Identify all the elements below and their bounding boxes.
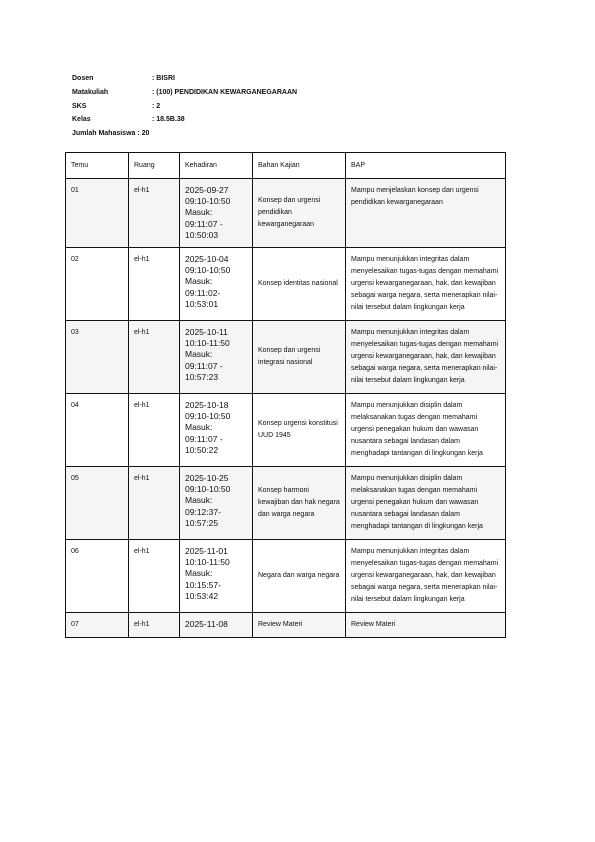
attendance-table xyxy=(65,152,506,638)
kehadiran-line: 2025-10-04 xyxy=(185,254,229,265)
kehadiran-line: 10:10-11:50 xyxy=(185,338,230,349)
cell-bap: Mampu menunjukkan integritas dalam menyelesaikan tugas-tugas dengan memahami urgensi kewarganegaraan, hak, dan kewajiban sebagai warga negara, serta menerapkan nilai-nilai tersebut dalam lingkungan kerja xyxy=(346,540,506,613)
kehadiran-line: Masuk: xyxy=(185,422,213,433)
header-row-jumlah xyxy=(72,127,297,141)
table-row xyxy=(66,321,506,394)
column-header-kehadiran: Kehadiran xyxy=(180,153,253,179)
cell-bap: Mampu menunjukkan disiplin dalam melaksanakan tugas dengan memahami urgensi penegakan hukum dan wawasan nusantara sebagai landasan dalam menghadapi tantangan di lingkungan kerja xyxy=(346,467,506,540)
kehadiran-line: Masuk: xyxy=(185,495,213,506)
cell-ruang: el-h1 xyxy=(129,394,180,467)
kehadiran-line: 09:11:07 - xyxy=(185,360,223,371)
cell-ruang: el-h1 xyxy=(129,321,180,394)
cell-kehadiran xyxy=(180,394,253,467)
header-row-kelas xyxy=(72,113,297,127)
header-value: : BISRI xyxy=(152,75,175,82)
header-label: SKS xyxy=(72,102,87,110)
cell-bahan-kajian: Konsep dan urgensi integrasi nasional xyxy=(253,321,346,394)
column-header-bap: BAP xyxy=(346,153,506,179)
kehadiran-line: 09:11:02- xyxy=(185,287,221,298)
header-value: : 18.5B.38 xyxy=(152,116,185,124)
table-row xyxy=(66,394,506,467)
column-header-temu: Temu xyxy=(66,153,129,179)
cell-temu: 07 xyxy=(66,613,129,638)
kehadiran-line: 2025-11-08 xyxy=(185,619,228,630)
column-header-ruang: Ruang xyxy=(129,153,180,179)
kehadiran-line: 09:10-10:50 xyxy=(185,484,231,495)
header-row-matakuliah xyxy=(72,86,297,100)
cell-kehadiran xyxy=(180,540,253,613)
kehadiran-line: Masuk: xyxy=(185,568,213,579)
header-value: : 20 xyxy=(137,130,150,138)
kehadiran-line: 10:53:42 xyxy=(185,590,219,601)
column-header-bahan-kajian: Bahan Kajian xyxy=(253,153,346,179)
cell-bap: Mampu menunjukkan integritas dalam menyelesaikan tugas-tugas dengan memahami urgensi kewarganegaraan, hak, dan kewajiban sebagai warga negara, serta menerapkan nilai-nilai tersebut dalam lingkungan kerja xyxy=(346,248,506,321)
table-row xyxy=(66,613,506,638)
cell-temu: 01 xyxy=(66,179,129,248)
cell-bahan-kajian: Negara dan warga negara xyxy=(253,540,346,613)
cell-bahan-kajian: Review Materi xyxy=(253,613,346,638)
kehadiran-line: 10:50:03 xyxy=(185,229,219,240)
header-value: : 2 xyxy=(152,102,161,110)
kehadiran-line: 10:57:23 xyxy=(185,371,219,382)
kehadiran-line: Masuk: xyxy=(185,276,213,287)
header-label: Dosen xyxy=(72,75,94,82)
kehadiran-line: 09:12:37- xyxy=(185,506,221,517)
kehadiran-line: Masuk: xyxy=(185,207,213,218)
kehadiran-line: 10:10-11:50 xyxy=(185,557,230,568)
cell-ruang: el-h1 xyxy=(129,540,180,613)
kehadiran-line: 2025-10-11 xyxy=(185,327,228,338)
table-header-row xyxy=(66,153,506,179)
header-row-dosen xyxy=(72,72,297,86)
cell-ruang: el-h1 xyxy=(129,613,180,638)
cell-kehadiran xyxy=(180,467,253,540)
cell-kehadiran xyxy=(180,613,253,638)
cell-temu: 03 xyxy=(66,321,129,394)
cell-temu: 06 xyxy=(66,540,129,613)
header-label: Jumlah Mahasiswa xyxy=(72,130,136,138)
header-label: Kelas xyxy=(72,116,91,124)
cell-bahan-kajian: Konsep dan urgensi pendidikan kewarganegaraan xyxy=(253,179,346,248)
kehadiran-line: 09:10-10:50 xyxy=(185,196,231,207)
cell-bap: Mampu menunjukkan disiplin dalam melaksanakan tugas dengan memahami urgensi penegakan hukum dan wawasan nusantara sebagai landasan dalam menghadapi tantangan di lingkungan kerja xyxy=(346,394,506,467)
cell-ruang: el-h1 xyxy=(129,248,180,321)
kehadiran-line: 2025-11-01 xyxy=(185,546,228,557)
kehadiran-line: Masuk: xyxy=(185,349,213,360)
cell-bap: Review Materi xyxy=(346,613,506,638)
table-row xyxy=(66,179,506,248)
table-row xyxy=(66,467,506,540)
cell-kehadiran xyxy=(180,321,253,394)
cell-temu: 02 xyxy=(66,248,129,321)
cell-bahan-kajian: Konsep identitas nasional xyxy=(253,248,346,321)
kehadiran-line: 09:11:07 - xyxy=(185,433,223,444)
cell-bahan-kajian: Konsep harmoni kewajiban dan hak negara dan warga negara xyxy=(253,467,346,540)
cell-kehadiran xyxy=(180,248,253,321)
kehadiran-line: 10:15:57- xyxy=(185,579,221,590)
kehadiran-line: 10:57:25 xyxy=(185,517,219,528)
cell-ruang: el-h1 xyxy=(129,179,180,248)
cell-kehadiran xyxy=(180,179,253,248)
kehadiran-line: 2025-10-18 xyxy=(185,400,229,411)
cell-bap: Mampu menunjukkan integritas dalam menyelesaikan tugas-tugas dengan memahami urgensi kewarganegaraan, hak, dan kewajiban sebagai warga negara, serta menerapkan nilai-nilai tersebut dalam lingkungan kerja xyxy=(346,321,506,394)
cell-temu: 05 xyxy=(66,467,129,540)
table-row xyxy=(66,540,506,613)
kehadiran-line: 09:10-10:50 xyxy=(185,411,231,422)
cell-bap: Mampu menjelaskan konsep dan urgensi pendidikan kewarganegaraan xyxy=(346,179,506,248)
table-body xyxy=(66,179,506,638)
cell-bahan-kajian: Konsep urgensi konstitusi UUD 1945 xyxy=(253,394,346,467)
header-value: : (100) PENDIDIKAN KEWARGANEGARAAN xyxy=(152,88,298,96)
cell-ruang: el-h1 xyxy=(129,467,180,540)
kehadiran-line: 10:53:01 xyxy=(185,298,219,309)
header-label: Matakuliah xyxy=(72,88,109,96)
course-header xyxy=(72,72,297,141)
cell-temu: 04 xyxy=(66,394,129,467)
table-row xyxy=(66,248,506,321)
header-row-sks xyxy=(72,100,297,114)
kehadiran-line: 10:50:22 xyxy=(185,444,219,455)
kehadiran-line: 2025-10-25 xyxy=(185,473,229,484)
kehadiran-line: 09:10-10:50 xyxy=(185,265,231,276)
kehadiran-line: 2025-09-27 xyxy=(185,185,229,195)
kehadiran-line: 09:11:07 - xyxy=(185,218,223,229)
